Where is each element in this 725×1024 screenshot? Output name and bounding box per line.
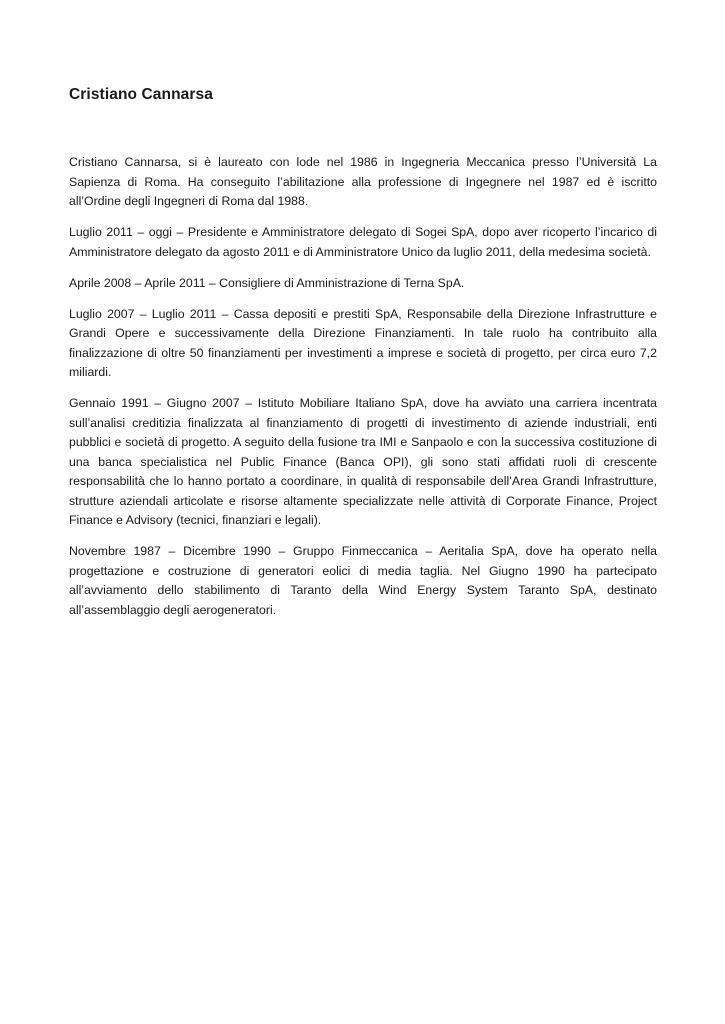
bio-paragraph-imi: Gennaio 1991 – Giugno 2007 – Istituto Mobiliare Italiano SpA, dove ha avviato una carriera incentrata sull’analisi creditizia finalizzata al finanziamento di progetti di investimento di aziende industriali, enti pubblici e società di progetto. A seguito della fusione tra IMI e Sanpaolo e con la successiva costituzione di una banca specialistica nel Public Finance (Banca OPI), gli sono stati affidati ruoli di crescente responsabilità che lo hanno portato a coordinare, in qualità di responsabile dell’Area Grandi Infrastrutture, strutture aziendali articolate e risorse altamente specializzate nelle attività di Corporate Finance, Project Finance e Advisory (tecnici, finanziari e legali). [69,396,657,527]
bio-paragraph-terna: Aprile 2008 – Aprile 2011 – Consigliere di Amministrazione di Terna SpA. [69,275,465,290]
bio-paragraph-sogei: Luglio 2011 – oggi – Presidente e Amministratore delegato di Sogei SpA, dopo aver ricoperto l’incarico di Amministratore delegato da agosto 2011 e di Amministratore Unico da luglio 2011, della medesima società. [69,225,657,259]
bio-paragraph-finmeccanica: Novembre 1987 – Dicembre 1990 – Gruppo Finmeccanica – Aeritalia SpA, dove ha operato nella progettazione e costruzione di generatori eolici di media taglia. Nel Giugno 1990 ha partecipato all’avviamento dello stabilimento di Taranto della Wind Energy System Taranto SpA, destinato all’assemblaggio degli aerogeneratori. [69,544,657,617]
document-title: Cristiano Cannarsa [69,86,213,103]
bio-paragraph-education: Cristiano Cannarsa, si è laureato con lode nel 1986 in Ingegneria Meccanica presso l’Università La Sapienza di Roma. Ha conseguito l’abilitazione alla professione di Ingegnere nel 1987 ed è iscritto all’Ordine degli Ingegneri di Roma dal 1988. [69,155,657,208]
bio-paragraph-cdp: Luglio 2007 – Luglio 2011 – Cassa depositi e prestiti SpA, Responsabile della Direzione Infrastrutture e Grandi Opere e successivamente della Direzione Finanziamenti. In tale ruolo ha contribuito alla finalizzazione di oltre 50 finanziamenti per investimenti a imprese e società di progetto, per circa euro 7,2 miliardi. [69,306,657,379]
document-page [69,84,657,632]
